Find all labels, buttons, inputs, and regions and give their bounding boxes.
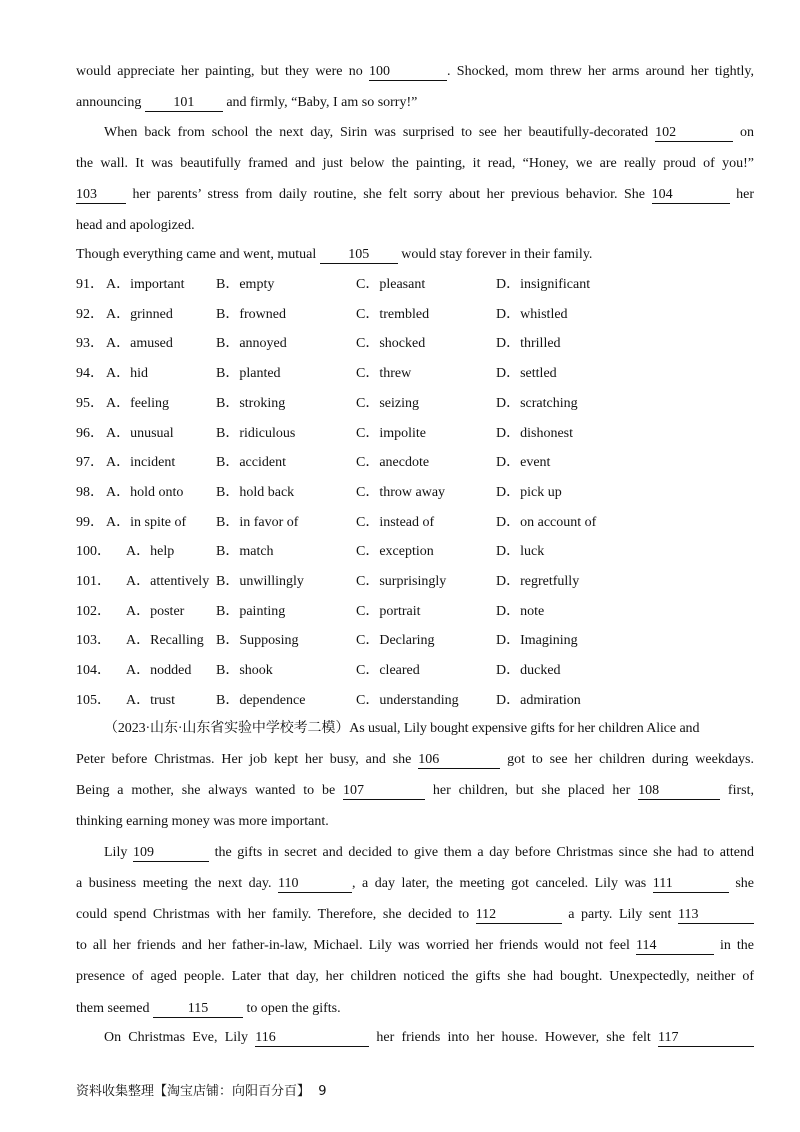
option-row bbox=[76, 453, 776, 473]
question-number: 95． bbox=[76, 395, 104, 411]
footer-source: 资料收集整理【淘宝店铺：向阳百分百】 bbox=[76, 1084, 311, 1099]
question-number: 99． bbox=[76, 514, 104, 530]
blank-101: 101 bbox=[145, 95, 223, 112]
option-b: B．empty bbox=[216, 277, 275, 292]
text-span: When back from school the next day, Sirin was surprised to see her beautifully-decorated bbox=[104, 125, 656, 140]
option-b: B．planted bbox=[216, 366, 281, 382]
option-c: C．Declaring bbox=[356, 633, 435, 649]
option-a: A．important bbox=[106, 277, 185, 292]
option-a: A．feeling bbox=[106, 395, 169, 411]
option-a: A．amused bbox=[106, 336, 173, 352]
question-number: 100． bbox=[76, 544, 111, 560]
blank-103: 103 bbox=[76, 187, 126, 204]
option-b: B．stroking bbox=[216, 395, 286, 411]
option-a: A．hid bbox=[106, 366, 148, 382]
option-row bbox=[76, 572, 776, 592]
text-line bbox=[76, 123, 754, 143]
blank-112: 112 bbox=[476, 907, 562, 924]
text-span: first, bbox=[720, 783, 754, 798]
text-line: thinking earning money was more important. bbox=[76, 814, 329, 829]
page-footer bbox=[76, 1082, 327, 1102]
option-b: B．ridiculous bbox=[216, 425, 296, 441]
option-row bbox=[76, 631, 776, 651]
blank-113: 113 bbox=[678, 907, 754, 924]
option-a: A．help bbox=[126, 544, 175, 560]
option-a: A．incident bbox=[106, 455, 176, 471]
option-c: C．impolite bbox=[356, 425, 426, 441]
question-number: 101． bbox=[76, 574, 111, 589]
option-c: C．understanding bbox=[356, 692, 459, 708]
text-span: and firmly, “Baby, I am so sorry!” bbox=[222, 95, 418, 110]
blank-105: 105 bbox=[320, 247, 398, 264]
text-span: in the bbox=[713, 938, 754, 953]
option-d: D．insignificant bbox=[496, 277, 591, 292]
question-number: 102． bbox=[76, 603, 111, 619]
option-b: B．painting bbox=[216, 603, 286, 619]
text-line bbox=[76, 750, 754, 770]
blank-111: 111 bbox=[653, 876, 729, 893]
text-span: On Christmas Eve, Lily bbox=[104, 1030, 256, 1045]
option-a: A．poster bbox=[126, 603, 185, 619]
text-span: a party. Lily sent bbox=[561, 907, 679, 922]
blank-107: 107 bbox=[343, 783, 425, 800]
question-number: 92． bbox=[76, 306, 104, 322]
question-number: 105． bbox=[76, 692, 111, 708]
option-d: D．on account of bbox=[496, 514, 597, 530]
text-span: Being a mother, she always wanted to be bbox=[76, 783, 344, 798]
option-a: A．Recalling bbox=[126, 633, 204, 649]
option-b: B．dependence bbox=[216, 692, 306, 708]
text-line: （2023·山东·山东省实验中学校考二模）As usual, Lily bought expensive gifts for her children Alice and bbox=[104, 721, 700, 736]
text-line bbox=[76, 93, 754, 113]
option-d: D．thrilled bbox=[496, 336, 561, 352]
text-span: Lily bbox=[104, 845, 133, 860]
option-a: A．hold onto bbox=[106, 484, 184, 500]
blank-116: 116 bbox=[255, 1030, 369, 1047]
page-number: 9 bbox=[318, 1084, 327, 1099]
option-d: D．ducked bbox=[496, 663, 561, 679]
option-d: D．scratching bbox=[496, 395, 578, 411]
option-c: C．instead of bbox=[356, 514, 435, 530]
text-span: them seemed bbox=[76, 1001, 153, 1016]
text-span: . Shocked, mom threw her arms around her tightly, bbox=[447, 64, 754, 79]
text-line bbox=[76, 936, 754, 956]
question-number: 91． bbox=[76, 277, 104, 292]
option-d: D．Imagining bbox=[496, 633, 578, 649]
text-line bbox=[76, 999, 754, 1019]
blank-109: 109 bbox=[133, 845, 209, 862]
text-line bbox=[76, 874, 754, 894]
text-line bbox=[76, 781, 754, 801]
text-span: got to see her children during weekdays. bbox=[500, 752, 754, 767]
option-row bbox=[76, 364, 776, 384]
option-c: C．anecdote bbox=[356, 455, 430, 471]
option-d: D．note bbox=[496, 603, 545, 619]
option-row bbox=[76, 691, 776, 711]
text-span: announcing bbox=[76, 95, 145, 110]
option-d: D．event bbox=[496, 455, 551, 471]
text-line: the wall. It was beautifully framed and just below the painting, it read, “Honey, we are really proud of you!” bbox=[76, 156, 754, 171]
option-b: B．accident bbox=[216, 455, 286, 471]
text-span: on bbox=[733, 125, 754, 140]
question-number: 93． bbox=[76, 336, 104, 352]
option-a: A．nodded bbox=[126, 663, 192, 679]
option-row bbox=[76, 394, 776, 414]
text-span: Though everything came and went, mutual bbox=[76, 247, 320, 262]
option-b: B．match bbox=[216, 544, 274, 560]
text-line: presence of aged people. Later that day, her children noticed the gifts she had bought. Unexpectedly, neither of bbox=[76, 969, 754, 984]
option-d: D．luck bbox=[496, 544, 545, 560]
option-d: D．whistled bbox=[496, 306, 568, 322]
question-number: 96． bbox=[76, 425, 104, 441]
text-span: a business meeting the next day. bbox=[76, 876, 279, 891]
option-a: A．grinned bbox=[106, 306, 173, 322]
blank-102: 102 bbox=[655, 125, 733, 142]
text-line: head and apologized. bbox=[76, 218, 195, 233]
question-number: 103． bbox=[76, 633, 111, 649]
option-a: A．in spite of bbox=[106, 514, 187, 530]
option-c: C．throw away bbox=[356, 484, 446, 500]
option-b: B．frowned bbox=[216, 306, 286, 322]
option-d: D．regretfully bbox=[496, 574, 580, 589]
text-line bbox=[76, 905, 754, 925]
option-row bbox=[76, 513, 776, 533]
blank-117: 117 bbox=[658, 1030, 754, 1047]
text-span: to open the gifts. bbox=[242, 1001, 341, 1016]
option-row bbox=[76, 334, 776, 354]
text-span: Peter before Christmas. Her job kept her busy, and she bbox=[76, 752, 419, 767]
option-c: C．cleared bbox=[356, 663, 420, 679]
text-line bbox=[76, 185, 754, 205]
option-d: D．admiration bbox=[496, 692, 581, 708]
text-span: could spend Christmas with her family. Therefore, she decided to bbox=[76, 907, 476, 922]
option-row bbox=[76, 424, 776, 444]
blank-110: 110 bbox=[278, 876, 352, 893]
text-span: she bbox=[728, 876, 754, 891]
text-span: would stay forever in their family. bbox=[397, 247, 593, 262]
text-line bbox=[76, 62, 754, 82]
text-span: her children, but she placed her bbox=[425, 783, 639, 798]
text-line bbox=[76, 1028, 754, 1048]
question-number: 94． bbox=[76, 366, 104, 382]
option-d: D．dishonest bbox=[496, 425, 573, 441]
text-span: the gifts in secret and decided to give them a day before Christmas since she had to attend bbox=[208, 845, 754, 860]
option-row bbox=[76, 275, 776, 295]
blank-100: 100 bbox=[369, 64, 447, 81]
question-number: 104． bbox=[76, 663, 111, 679]
option-c: C．seizing bbox=[356, 395, 419, 411]
option-c: C．threw bbox=[356, 366, 412, 382]
blank-106: 106 bbox=[418, 752, 500, 769]
text-span: , a day later, the meeting got canceled. Lily was bbox=[352, 876, 653, 891]
blank-108: 108 bbox=[638, 783, 720, 800]
text-span: would appreciate her painting, but they were no bbox=[76, 64, 370, 79]
question-number: 97． bbox=[76, 455, 104, 471]
text-line bbox=[76, 843, 754, 863]
option-a: A．unusual bbox=[106, 425, 174, 441]
text-span: her bbox=[729, 187, 754, 202]
option-row bbox=[76, 661, 776, 681]
option-d: D．settled bbox=[496, 366, 557, 382]
text-span: to all her friends and her father-in-law, Michael. Lily was worried her friends would not feel bbox=[76, 938, 636, 953]
question-number: 98． bbox=[76, 484, 104, 500]
option-c: C．surprisingly bbox=[356, 574, 447, 589]
option-b: B．in favor of bbox=[216, 514, 299, 530]
blank-115: 115 bbox=[153, 1001, 243, 1018]
option-b: B．annoyed bbox=[216, 336, 287, 352]
option-b: B．Supposing bbox=[216, 633, 299, 649]
blank-114: 114 bbox=[636, 938, 714, 955]
option-a: A．trust bbox=[126, 692, 175, 708]
text-line bbox=[76, 245, 754, 265]
option-row bbox=[76, 602, 776, 622]
option-c: C．shocked bbox=[356, 336, 426, 352]
option-b: B．hold back bbox=[216, 484, 295, 500]
option-d: D．pick up bbox=[496, 484, 562, 500]
option-c: C．pleasant bbox=[356, 277, 426, 292]
option-c: C．exception bbox=[356, 544, 434, 560]
option-row bbox=[76, 542, 776, 562]
option-row bbox=[76, 483, 776, 503]
option-row bbox=[76, 305, 776, 325]
text-span: her friends into her house. However, she felt bbox=[369, 1030, 658, 1045]
option-c: C．trembled bbox=[356, 306, 430, 322]
option-b: B．shook bbox=[216, 663, 273, 679]
option-b: B．unwillingly bbox=[216, 574, 304, 589]
blank-104: 104 bbox=[652, 187, 730, 204]
option-a: A．attentively bbox=[126, 574, 210, 589]
text-span: her parents’ stress from daily routine, she felt sorry about her previous behavior. She bbox=[126, 187, 652, 202]
option-c: C．portrait bbox=[356, 603, 421, 619]
